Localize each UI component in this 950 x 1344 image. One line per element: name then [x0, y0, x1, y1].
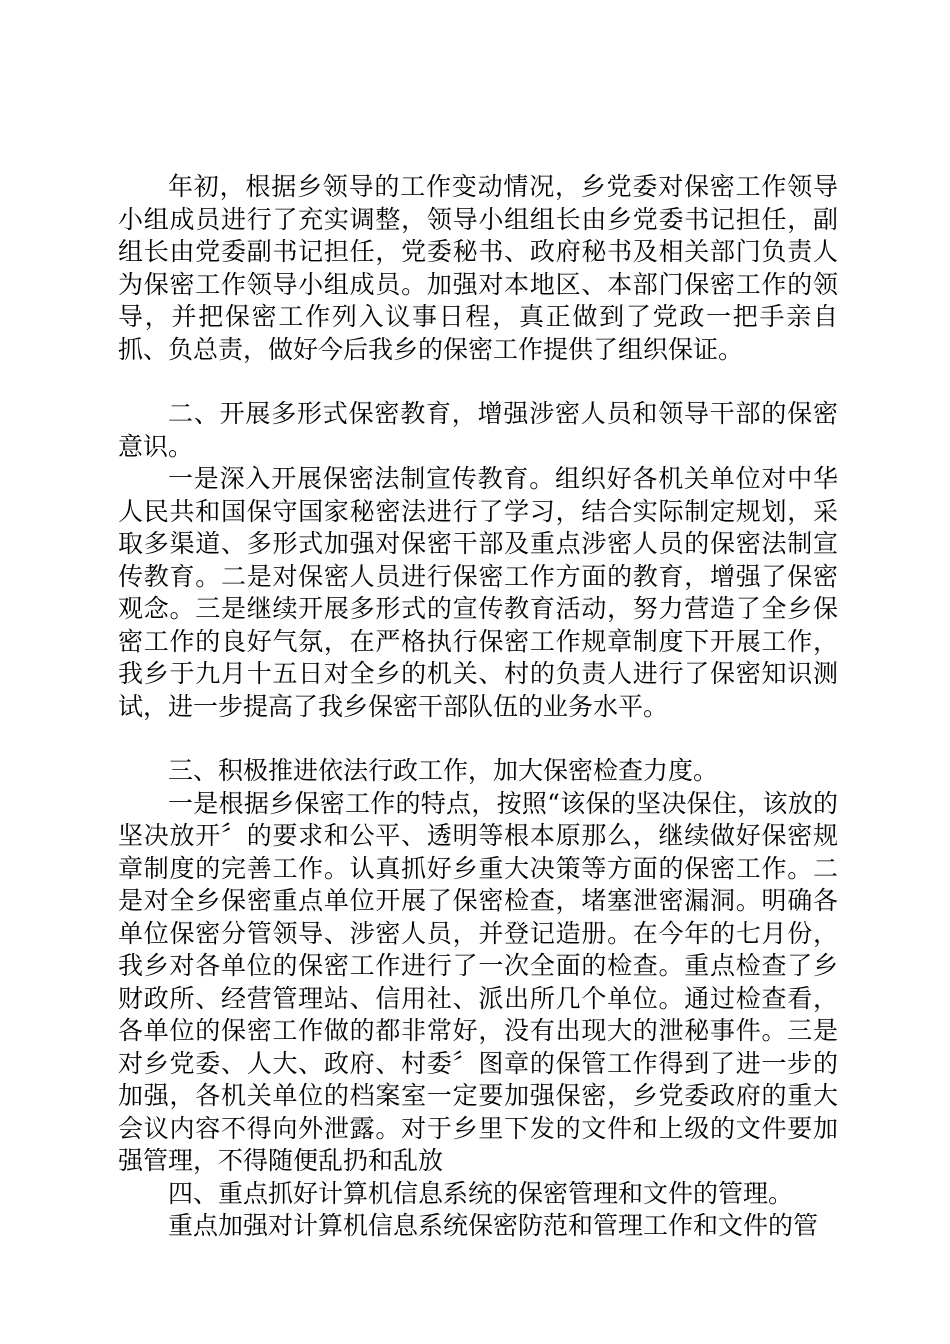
paragraph-gap — [118, 723, 838, 755]
paragraph-education: 一是深入开展保密法制宣传教育。组织好各机关单位对中华人民共和国保守国家秘密法进行了学习，结合实际制定规划，采取多渠道、多形式加强对保密干部及重点涉密人员的保密法制宣传教育。二是对保密人员进行保密工作方面的教育，增强了保密观念。三是继续开展多形式的宣传教育活动，努力营造了全乡保密工作的良好气氛，在严格执行保密工作规章制度下开展工作，我乡于九月十五日对全乡的机关、村的负责人进行了保密知识测试，进一步提高了我乡保密干部队伍的业务水平。 — [118, 464, 838, 721]
section-heading-education: 二、开展多形式保密教育，增强涉密人员和领导干部的保密意识。 — [118, 399, 838, 461]
paragraph-gap — [118, 366, 838, 398]
document-body — [118, 171, 838, 1243]
paragraph-inspection: 一是根据乡保密工作的特点，按照“该保的坚决保住，该放的坚决放开〞的要求和公平、透明等根本原那么，继续做好保密规章制度的完善工作。认真抓好乡重大决策等方面的保密工作。二是对全乡保密重点单位开展了保密检查，堵塞泄密漏洞。明确各单位保密分管领导、涉密人员，并登记造册。在今年的七月份，我乡对各单位的保密工作进行了一次全面的检查。重点检查了乡财政所、经营管理站、信用社、派出所几个单位。通过检查看，各单位的保密工作做的都非常好，没有出现大的泄秘事件。三是对乡党委、人大、政府、村委〞图章的保管工作得到了进一步的加强，各机关单位的档案室一定要加强保密，乡党委政府的重大会议内容不得向外泄露。对于乡里下发的文件和上级的文件要加强管理，不得随便乱扔和乱放 — [118, 788, 838, 1175]
paragraph-org-adjustment: 年初，根据乡领导的工作变动情况，乡党委对保密工作领导小组成员进行了充实调整，领导小组组长由乡党委书记担任，副组长由党委副书记担任，党委秘书、政府秘书及相关部门负责人为保密工作领导小组成员。加强对本地区、本部门保密工作的领导，并把保密工作列入议事日程，真正做到了党政一把手亲自抓、负总责，做好今后我乡的保密工作提供了组织保证。 — [118, 172, 838, 364]
section-heading-inspection: 三、积极推进依法行政工作，加大保密检查力度。 — [168, 756, 719, 785]
paragraph-computer: 重点加强对计算机信息系统保密防范和管理工作和文件的管 — [168, 1211, 819, 1240]
section-heading-computer: 四、重点抓好计算机信息系统的保密管理和文件的管理。 — [168, 1178, 794, 1208]
